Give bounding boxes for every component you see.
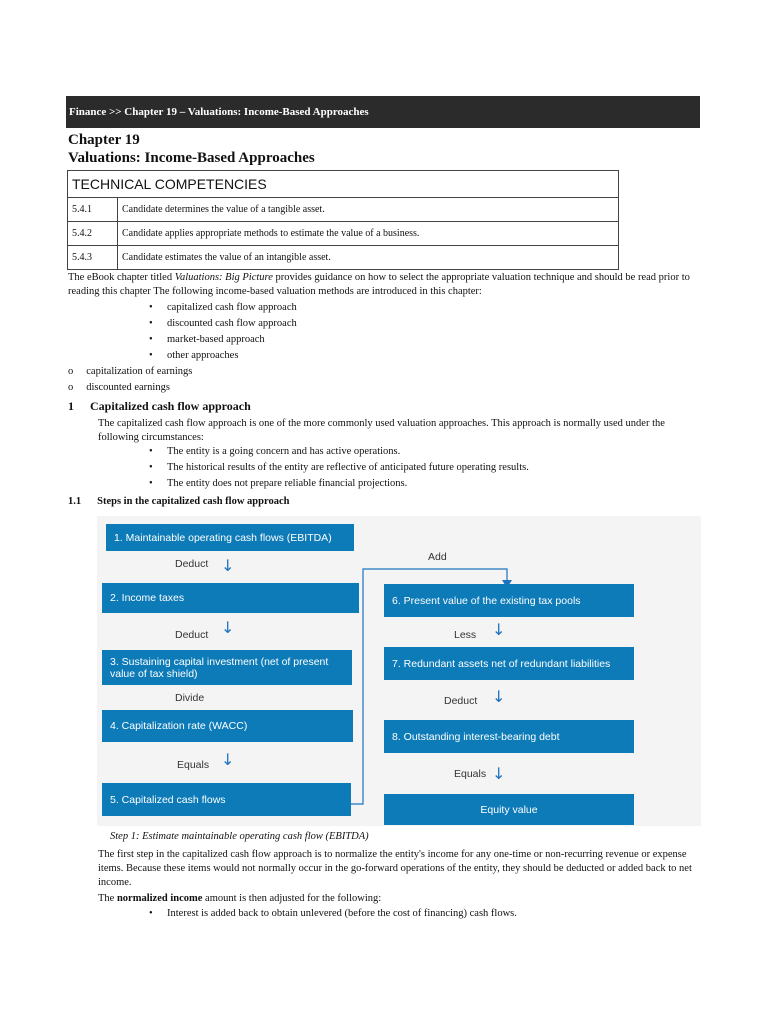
breadcrumb: Finance >> Chapter 19 – Valuations: Income-Based Approaches [69, 106, 369, 118]
operation-label: Deduct [444, 695, 478, 707]
list-item: • Interest is added back to obtain unlevered (before the cost of financing) cash flows. [149, 908, 517, 919]
competency-text: Candidate estimates the value of an intangible asset. [118, 246, 619, 270]
list-item: • The historical results of the entity are reflective of anticipated future operating results. [149, 462, 529, 473]
equity-value-box: Equity value [384, 794, 634, 825]
circumstance-text: The historical results of the entity are reflective of anticipated future operating results. [167, 462, 529, 473]
sub-marker: o [68, 366, 74, 377]
operation-label: Divide [175, 692, 205, 704]
step-box-5: 5. Capitalized cash flows [102, 783, 351, 816]
chapter-number: Chapter 19 [68, 132, 140, 148]
section1-paragraph: The capitalized cash flow approach is one of the more commonly used valuation approaches. This approach is normally used under the following circumstances: [98, 418, 665, 443]
method-label: discounted cash flow approach [167, 318, 297, 329]
list-item: • other approaches [149, 350, 239, 361]
intro-text: provides guidance on how to select the appropriate valuation technique and should be read prior to reading this chapter The following income-based valuation methods are introduced in this chapter: [68, 272, 690, 297]
adjustment-text: Interest is added back to obtain unlevered (before the cost of financing) cash flows. [167, 908, 517, 919]
intro-text: The eBook chapter titled [68, 272, 175, 283]
list-item [68, 364, 192, 380]
step-box-2: 2. Income taxes [102, 583, 359, 613]
step-box-6: 6. Present value of the existing tax pools [384, 584, 634, 617]
sub-method-label: capitalization of earnings [86, 366, 193, 377]
section-number: 1 [68, 399, 74, 413]
step1-caption: Step 1: Estimate maintainable operating cash flow (EBITDA) [110, 831, 369, 842]
subsection-title: Steps in the capitalized cash flow approach [97, 496, 290, 507]
step-box-8: 8. Outstanding interest-bearing debt [384, 720, 634, 753]
sub-marker: o [68, 382, 74, 393]
list-item [68, 380, 192, 396]
down-arrow-icon: ↓ [492, 687, 506, 706]
operation-label: Equals [177, 759, 210, 771]
list-item: • market-based approach [149, 334, 265, 345]
section-heading [68, 399, 251, 414]
section-title: Capitalized cash flow approach [90, 399, 251, 413]
normalized-text: amount is then adjusted for the following: [202, 893, 382, 904]
step-box-4: 4. Capitalization rate (WACC) [102, 710, 353, 742]
intro-ebook-title: Valuations: Big Picture [174, 272, 273, 283]
down-arrow-icon: ↓ [221, 618, 235, 637]
subsection-number: 1.1 [68, 496, 82, 507]
competency-code: 5.4.1 [68, 198, 118, 222]
down-arrow-icon: ↓ [492, 620, 506, 639]
sub-method-label: discounted earnings [86, 382, 170, 393]
steps-diagram [97, 516, 701, 826]
normalized-income-paragraph [98, 892, 698, 906]
table-row [68, 222, 619, 246]
step-box-1: 1. Maintainable operating cash flows (EBITDA) [106, 524, 354, 551]
adjustments-list [149, 906, 517, 922]
step-box-7: 7. Redundant assets net of redundant liabilities [384, 647, 634, 680]
sub-methods-list [68, 364, 192, 396]
circumstance-text: The entity is a going concern and has active operations. [167, 446, 401, 457]
operation-label: Equals [454, 768, 487, 780]
method-label: market-based approach [167, 334, 265, 345]
competencies-heading: TECHNICAL COMPETENCIES [68, 171, 619, 198]
breadcrumb-bar [66, 96, 700, 128]
down-arrow-icon: ↓ [492, 764, 506, 783]
down-arrow-icon: ↓ [221, 556, 235, 575]
down-arrow-icon: ↓ [221, 750, 235, 769]
method-label: other approaches [167, 350, 239, 361]
circumstance-text: The entity does not prepare reliable financial projections. [167, 478, 408, 489]
subsection-heading [68, 496, 289, 507]
list-item: • The entity is a going concern and has active operations. [149, 446, 401, 457]
competency-text: Candidate applies appropriate methods to estimate the value of a business. [118, 222, 619, 246]
operation-label: Add [428, 551, 447, 563]
step-box-3: 3. Sustaining capital investment (net of present value of tax shield) [102, 650, 352, 685]
step1-paragraph: The first step in the capitalized cash flow approach is to normalize the entity's income for any one-time or non-recurring revenue or expense items. Because these items would not normally occur in the go-forward operations of the entity, they should be deducted or added back to net income. [98, 849, 692, 888]
competencies-table [67, 170, 619, 270]
chapter-title: Valuations: Income-Based Approaches [68, 150, 315, 166]
intro-paragraph [68, 271, 698, 299]
list-item: • The entity does not prepare reliable financial projections. [149, 478, 408, 489]
operation-label: Less [454, 629, 477, 641]
table-row [68, 198, 619, 222]
list-item: • discounted cash flow approach [149, 318, 297, 329]
table-row [68, 246, 619, 270]
methods-list [149, 300, 297, 364]
normalized-text: The [98, 893, 117, 904]
competency-code: 5.4.2 [68, 222, 118, 246]
operation-label: Deduct [175, 558, 209, 570]
normalized-income-term: normalized income [116, 893, 203, 904]
method-label: capitalized cash flow approach [167, 302, 297, 313]
list-item: • capitalized cash flow approach [149, 302, 297, 313]
competency-code: 5.4.3 [68, 246, 118, 270]
circumstances-list [149, 444, 529, 492]
table-header-row [68, 171, 619, 198]
operation-label: Deduct [175, 629, 209, 641]
competency-text: Candidate determines the value of a tangible asset. [118, 198, 619, 222]
